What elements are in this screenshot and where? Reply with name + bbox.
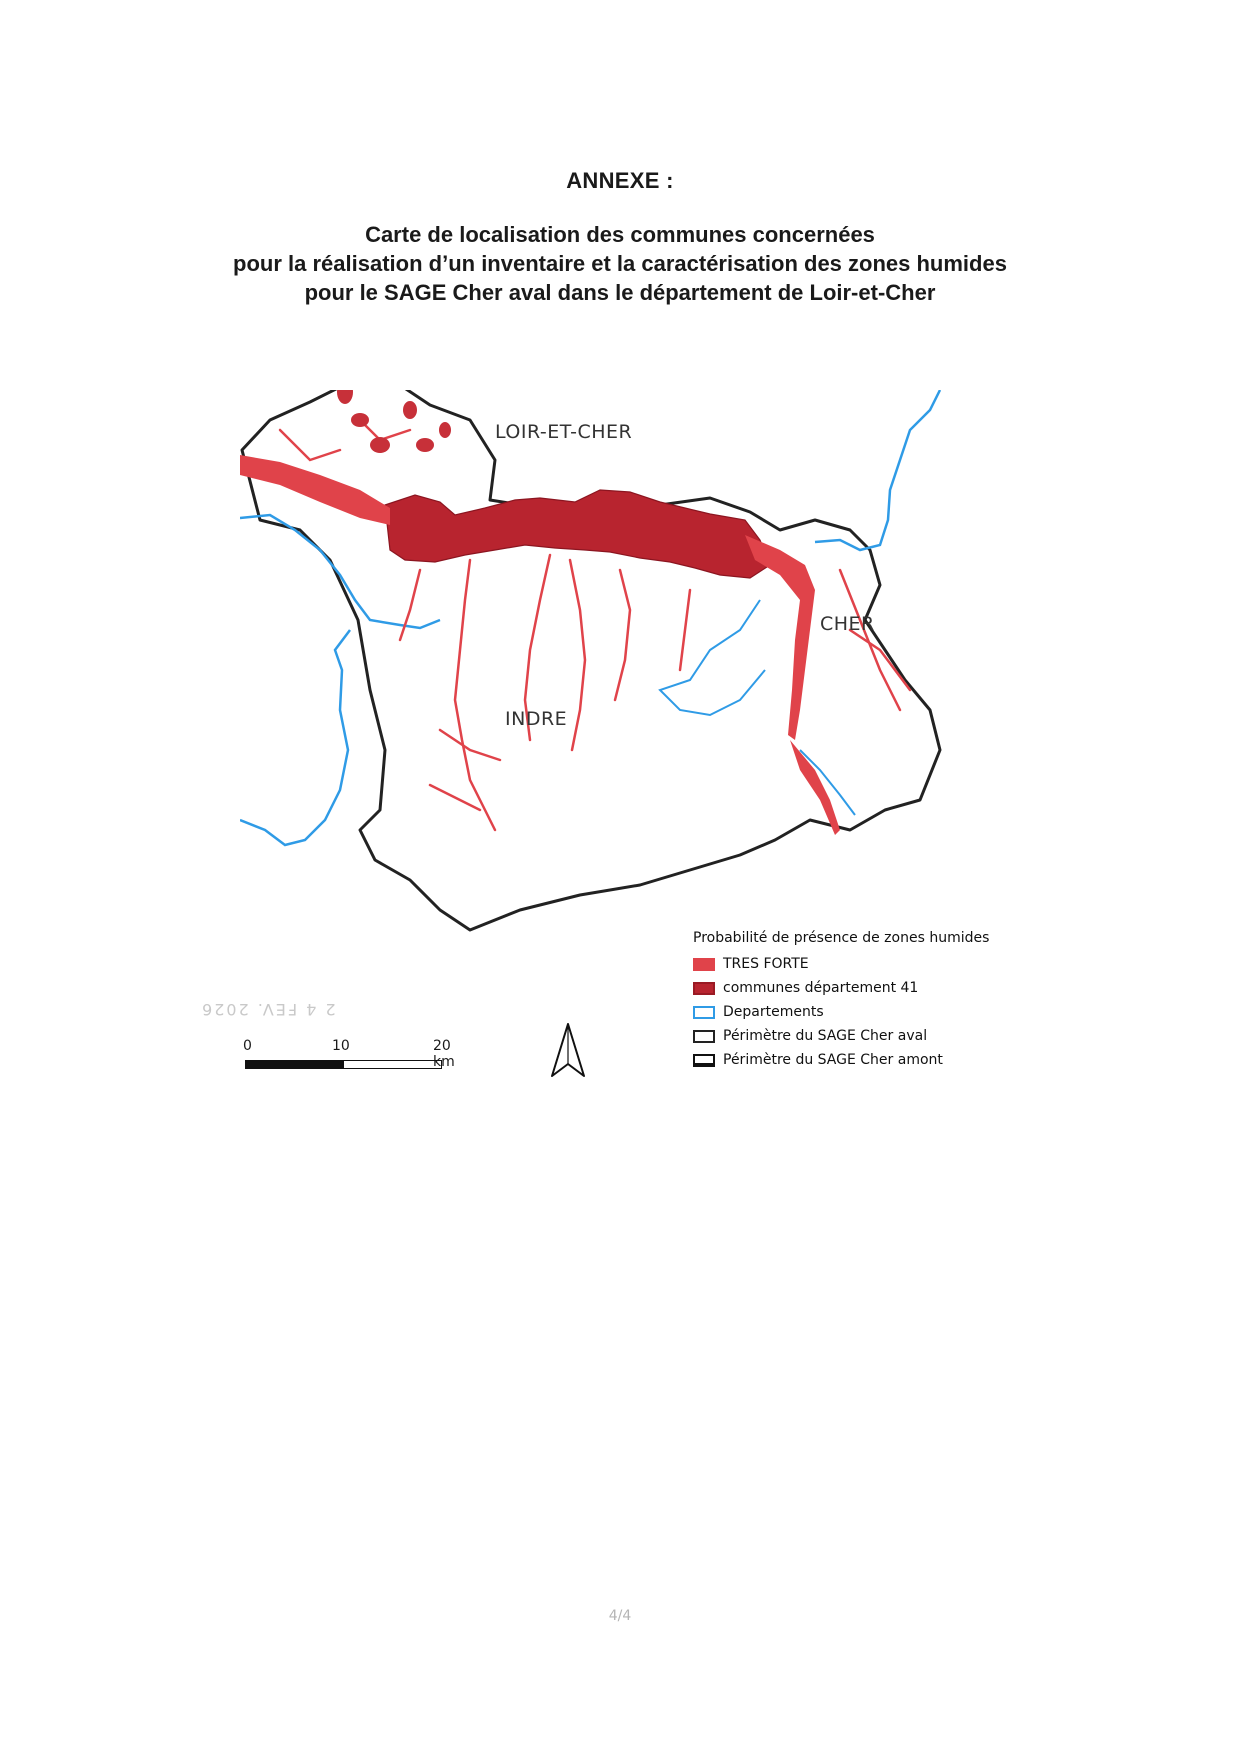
legend-item-perimetre-amont bbox=[693, 1048, 1013, 1072]
title-line-2: pour la réalisation d’un inventaire et la caractérisation des zones humides bbox=[233, 251, 1007, 276]
legend-title: Probabilité de présence de zones humides bbox=[693, 930, 990, 946]
title-line-3: pour le SAGE Cher aval dans le département de Loir-et-Cher bbox=[304, 280, 936, 305]
legend-swatch-outline bbox=[693, 1030, 715, 1043]
legend-item-departements bbox=[693, 1000, 1013, 1024]
map-legend bbox=[693, 930, 1013, 1072]
map-title bbox=[0, 220, 1240, 307]
legend-label: Departements bbox=[723, 1004, 824, 1020]
label-loir-et-cher: LOIR-ET-CHER bbox=[495, 421, 633, 443]
legend-label: Périmètre du SAGE Cher aval bbox=[723, 1028, 928, 1044]
scale-bar bbox=[243, 1038, 463, 1078]
label-indre: INDRE bbox=[505, 708, 568, 730]
legend-item-perimetre-aval bbox=[693, 1024, 1013, 1048]
legend-label: Périmètre du SAGE Cher amont bbox=[723, 1052, 943, 1068]
legend-swatch-blue bbox=[693, 1006, 715, 1019]
legend-swatch-dark-red bbox=[693, 982, 715, 995]
received-stamp: 2 4 FEV. 2026 bbox=[200, 1000, 336, 1019]
legend-label: communes département 41 bbox=[723, 980, 919, 996]
legend-label: TRES FORTE bbox=[723, 956, 809, 972]
scale-tick-0: 0 bbox=[243, 1038, 252, 1054]
wetland-map bbox=[240, 390, 1050, 950]
legend-item-tres-forte bbox=[693, 952, 1013, 976]
scale-tick-20: 20 km bbox=[433, 1038, 455, 1070]
map-canvas bbox=[240, 390, 1050, 950]
legend-swatch-red bbox=[693, 958, 715, 971]
page-number: 4/4 bbox=[608, 1608, 632, 1624]
label-cher: CHER bbox=[820, 613, 875, 635]
sage-perimeter bbox=[242, 390, 940, 930]
scale-tick-10: 10 bbox=[332, 1038, 350, 1054]
legend-swatch-outline-thick bbox=[693, 1054, 715, 1067]
north-arrow-icon bbox=[548, 1020, 588, 1080]
department-boundary-southwest bbox=[240, 630, 350, 845]
scale-segment-black bbox=[246, 1061, 344, 1068]
scale-track bbox=[245, 1060, 442, 1069]
title-line-1: Carte de localisation des communes concernées bbox=[365, 222, 875, 247]
annex-heading: ANNEXE : bbox=[566, 168, 674, 193]
legend-item-communes-41 bbox=[693, 976, 1013, 1000]
